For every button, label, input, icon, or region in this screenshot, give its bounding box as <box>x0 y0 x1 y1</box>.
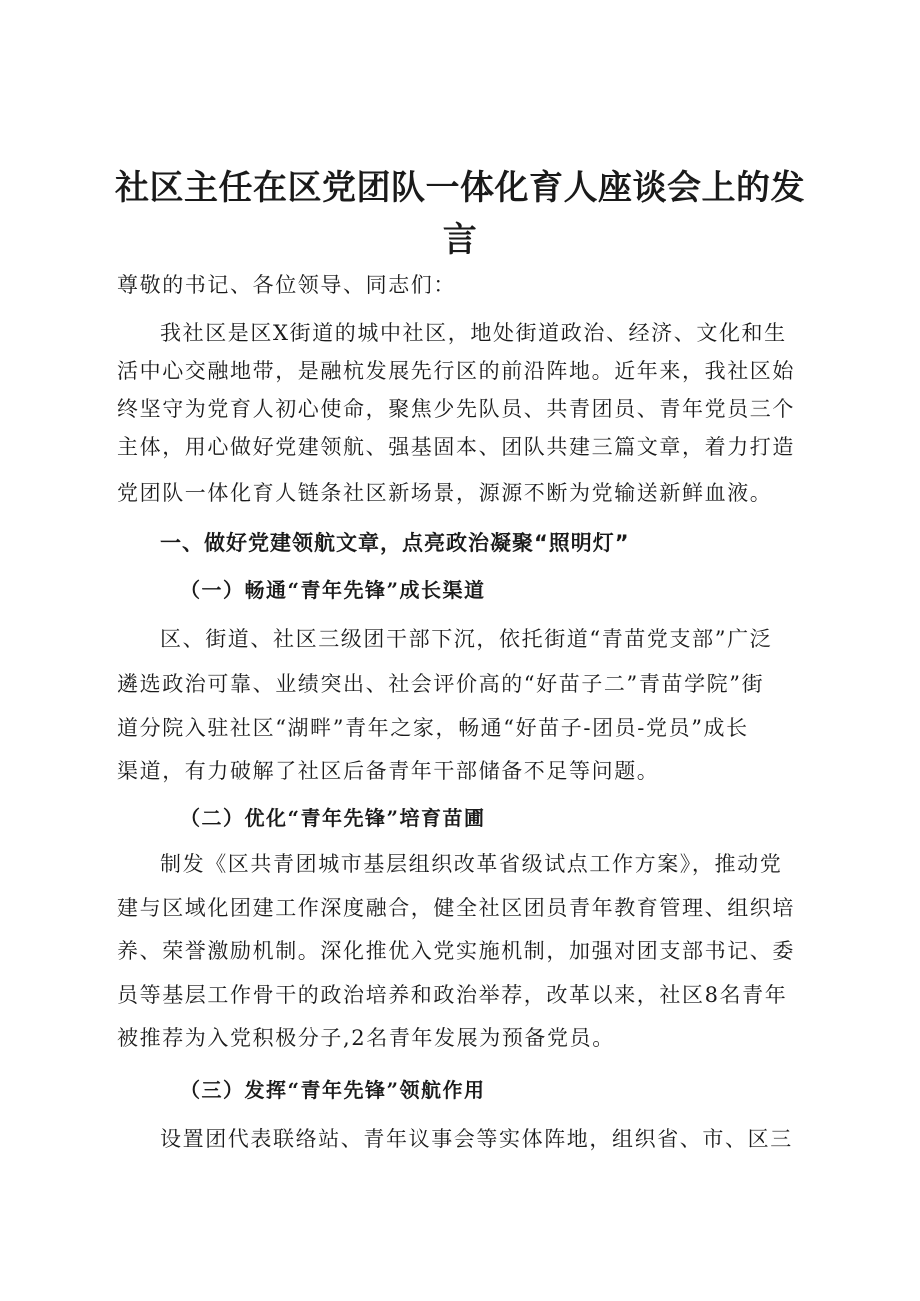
intro-line-4: 主体，用心做好党建领航、强基固本、团队共建三篇文章，着力打造 <box>117 435 795 459</box>
subsection-2-heading: （二）优化“青年先锋”培育苗圃 <box>180 806 486 830</box>
intro-line-1: 我社区是区X街道的城中社区，地处街道政治、经济、文化和生 <box>160 321 787 345</box>
intro-line-5: 党团队一体化育人链条社区新场景，源源不断为党输送新鲜血液。 <box>117 481 773 505</box>
sub2-line-5: 被推荐为入党积极分子,2名青年发展为预备党员。 <box>117 1026 615 1050</box>
intro-line-3: 终坚守为党育人初心使命，聚焦少先队员、共青团员、青年党员三个 <box>117 397 795 421</box>
sub2-line-4: 员等基层工作骨干的政治培养和政治举荐，改革以来，社区8名青年 <box>117 983 788 1007</box>
section-1-heading: 一、做好党建领航文章，点亮政治凝聚“照明灯” <box>160 531 630 555</box>
title-line-2: 言 <box>442 220 478 260</box>
salutation: 尊敬的书记、各位领导、同志们： <box>117 273 456 297</box>
intro-line-2: 活中心交融地带，是融杭发展先行区的前沿阵地。近年来，我社区始 <box>117 359 795 383</box>
document-title <box>110 162 810 266</box>
sub2-line-3: 养、荣誉激励机制。深化推优入党实施机制，加强对团支部书记、委 <box>117 939 795 963</box>
sub1-line-3: 道分院入驻社区“湖畔”青年之家，畅通“好苗子-团员-党员”成长 <box>117 716 749 740</box>
subsection-3-heading: （三）发挥“青年先锋”领航作用 <box>180 1078 486 1102</box>
subsection-1-heading: （一）畅通“青年先锋”成长渠道 <box>180 578 486 602</box>
title-line-1: 社区主任在区党团队一体化育人座谈会上的发 <box>115 168 805 208</box>
sub1-line-2: 遴选政治可靠、业绩突出、社会评价高的“好苗子二”青苗学院”街 <box>117 672 765 696</box>
sub1-line-1: 区、街道、社区三级团干部下沉，依托街道“青苗党支部”广泛 <box>160 627 773 651</box>
sub3-line-1: 设置团代表联络站、青年议事会等实体阵地，组织省、市、区三 <box>160 1127 793 1151</box>
sub2-line-2: 建与区域化团建工作深度融合，健全社区团员青年教育管理、组织培 <box>117 896 795 920</box>
sub1-line-4: 渠道，有力破解了社区后备青年干部储备不足等问题。 <box>117 759 660 783</box>
sub2-line-1: 制发《区共青团城市基层组织改革省级试点工作方案》，推动党 <box>160 852 783 876</box>
